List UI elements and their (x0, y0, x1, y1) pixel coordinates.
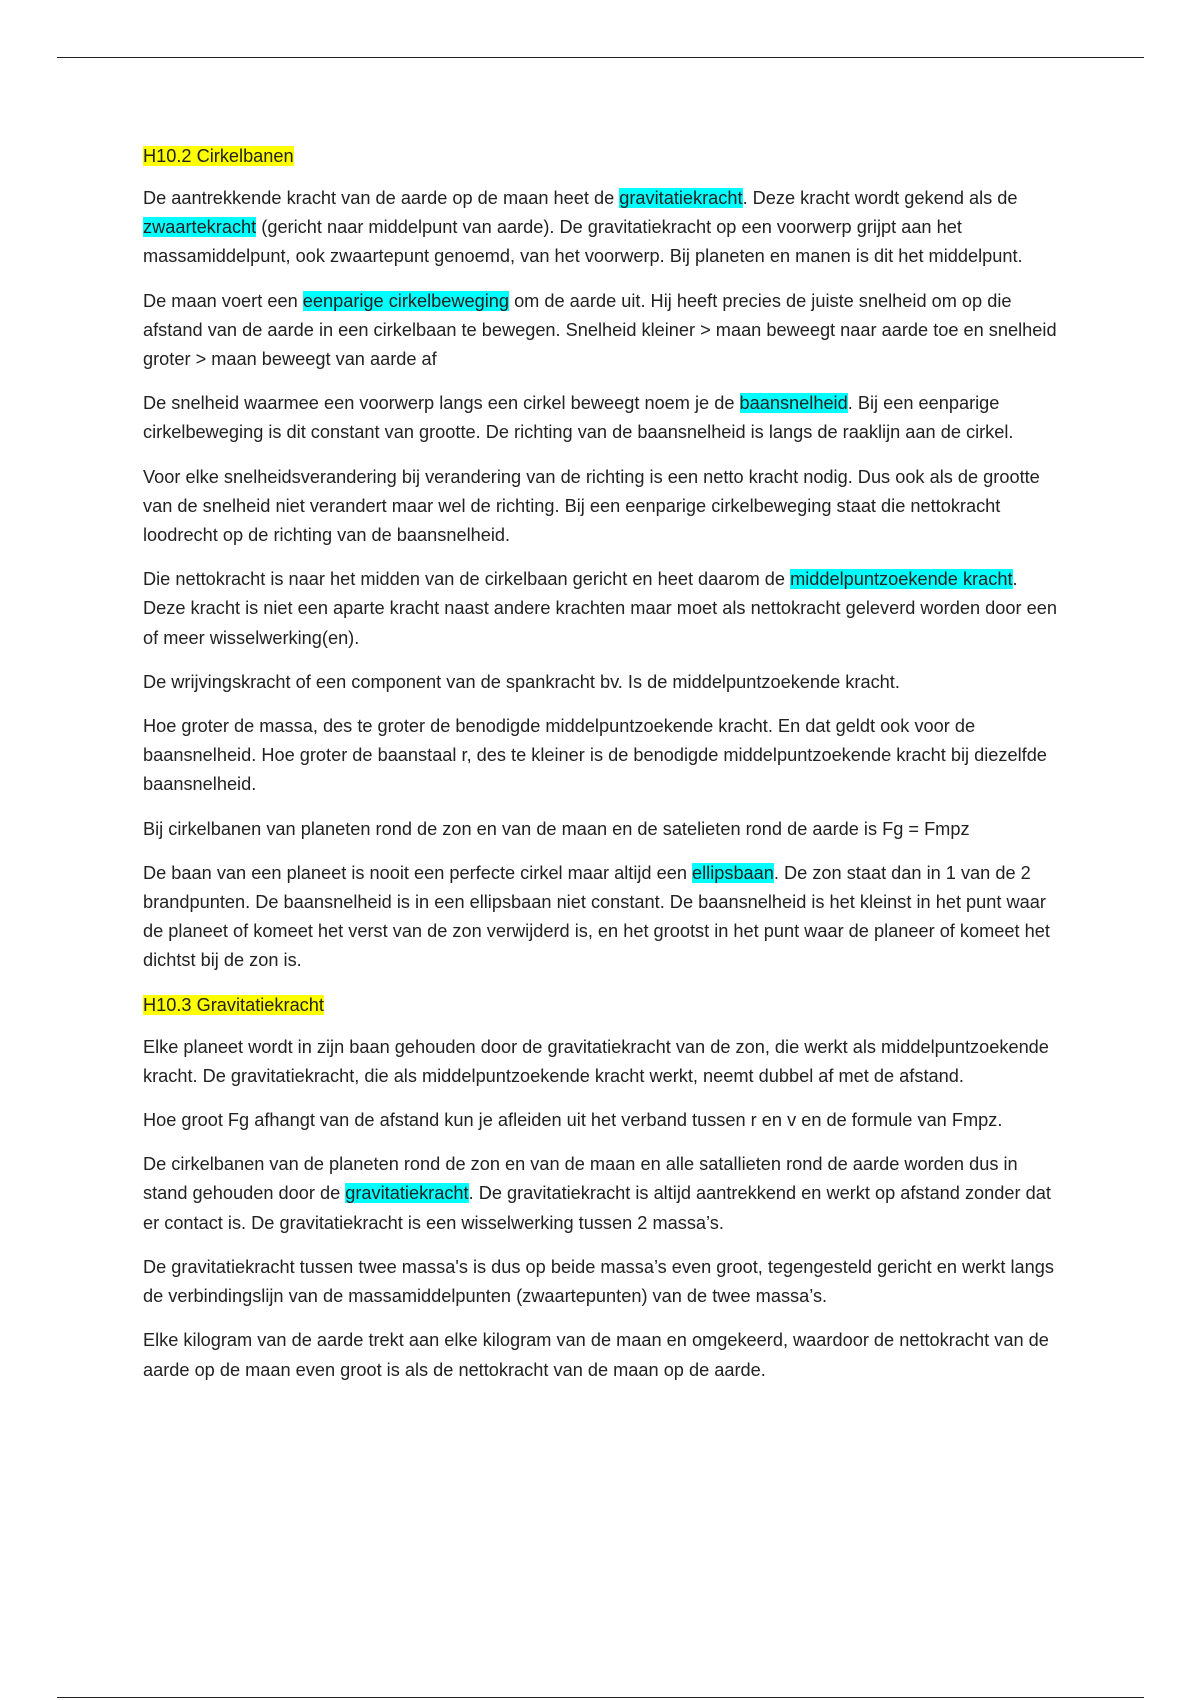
paragraph-text: Voor elke snelheidsverandering bij verandering van de richting is een netto kracht nodig. Dus ook als de grootte van de snelheid niet verandert maar wel de richting. Bij een eenparige cirkelbeweging staat die nettokracht loodrecht op de richting van de baansnelheid. (143, 466, 1040, 546)
paragraph-text: om de aarde uit. Hij heeft precies de juiste snelheid om op die afstand van de aarde in een cirkelbaan te bewegen. Snelheid kleiner > maan beweegt naar aarde toe en snelheid groter > maan beweegt van aarde af (143, 290, 1057, 370)
paragraph-text: De wrijvingskracht of een component van de spankracht bv. Is de middelpuntzoekende kracht. (143, 671, 900, 692)
paragraph (143, 1150, 1063, 1238)
paragraph-text: . De zon staat dan in 1 van de 2 brandpunten. De baansnelheid is in een ellipsbaan niet constant. De baansnelheid is het kleinst in het punt waar de planeet of komeet het verst van de zon verwijderd is, en het grootst in het punt waar de planeer of komeet het dichtst bij de zon is. (143, 862, 1050, 971)
paragraph (143, 815, 1063, 844)
paragraph (143, 1106, 1063, 1135)
highlighted-term: baansnelheid (739, 393, 848, 414)
paragraph (143, 287, 1063, 375)
paragraph-text: . Deze kracht is niet een aparte kracht naast andere krachten maar moet als nettokracht geleverd worden door een of meer wisselwerking(en). (143, 569, 1057, 648)
paragraph-text: (gericht naar middelpunt van aarde). De gravitatiekracht op een voorwerp grijpt aan het massamiddelpunt, ook zwaartepunt genoemd, van het voorwerp. Bij planeten en manen is dit het middelpunt. (143, 217, 1023, 267)
paragraph-text: De gravitatiekracht tussen twee massa's is dus op beide massa’s even groot, tegengesteld gericht en werkt langs de verbindingslijn van de massamiddelpunten (zwaartepunten) van de twee massa’s. (143, 1256, 1054, 1307)
document-body (143, 142, 1063, 1400)
paragraph (143, 1033, 1063, 1091)
paragraph-text: De cirkelbanen van de planeten rond de zon en van de maan en alle satallieten rond de aarde worden dus in stand gehouden door de (143, 1154, 1018, 1204)
top-rule (57, 57, 1144, 58)
paragraph (143, 712, 1063, 800)
paragraph-text: De baan van een planeet is nooit een perfecte cirkel maar altijd een (143, 862, 692, 883)
paragraph (143, 565, 1063, 653)
paragraph-text: . Bij een eenparige cirkelbeweging is dit constant van grootte. De richting van de baansnelheid is langs de raaklijn aan de cirkel. (143, 393, 1014, 443)
paragraph-text: Hoe groter de massa, des te groter de benodigde middelpuntzoekende kracht. En dat geldt ook voor de baansnelheid. Hoe groter de baanstaal r, des te kleiner is de benodigde middelpuntzoekende kracht bij diezelfde baansnelheid. (143, 716, 1047, 795)
paragraph (143, 1253, 1063, 1311)
paragraph-text: . De gravitatiekracht is altijd aantrekkend en werkt op afstand zonder dat er contact is. De gravitatiekracht is een wisselwerking tussen 2 massa’s. (143, 1183, 1051, 1233)
highlighted-term: middelpuntzoekende kracht (790, 569, 1013, 590)
paragraph-text: Hoe groot Fg afhangt van de afstand kun je afleiden uit het verband tussen r en v en de formule van Fmpz. (143, 1110, 1003, 1131)
bottom-rule (57, 1697, 1144, 1698)
paragraph (143, 463, 1063, 551)
highlighted-term: gravitatiekracht (619, 188, 743, 208)
highlighted-term: eenparige cirkelbeweging (302, 290, 510, 311)
paragraph-text: Die nettokracht is naar het midden van de cirkelbaan gericht en heet daarom de (143, 569, 791, 590)
paragraph-text: . Deze kracht wordt gekend als de (742, 188, 1018, 208)
paragraph-text: De aantrekkende kracht van de aarde op de maan heet de (143, 188, 620, 208)
section-heading (143, 142, 1063, 171)
paragraph (143, 1326, 1063, 1384)
paragraph-text: De snelheid waarmee een voorwerp langs een cirkel beweegt noem je de (143, 393, 740, 414)
highlighted-term: gravitatiekracht (345, 1183, 469, 1204)
paragraph (143, 859, 1063, 976)
paragraph-text: Elke kilogram van de aarde trekt aan elke kilogram van de maan en omgekeerd, waardoor de nettokracht van de aarde op de maan even groot is als de nettokracht van de maan op de aarde. (143, 1330, 1049, 1380)
section-heading (143, 991, 1063, 1020)
section-heading-text: H10.3 Gravitatiekracht (143, 994, 324, 1015)
paragraph (143, 389, 1063, 447)
paragraph (143, 184, 1063, 272)
highlighted-term: zwaartekracht (143, 217, 257, 238)
highlighted-term: ellipsbaan (692, 862, 774, 883)
section-heading-text: H10.2 Cirkelbanen (143, 146, 294, 166)
paragraph-text: Bij cirkelbanen van planeten rond de zon en van de maan en de satelieten rond de aarde is Fg = Fmpz (143, 818, 970, 839)
paragraph-text: De maan voert een (143, 290, 303, 311)
paragraph-text: Elke planeet wordt in zijn baan gehouden door de gravitatiekracht van de zon, die werkt als middelpuntzoekende kracht. De gravitatiekracht, die als middelpuntzoekende kracht werkt, neemt dubbel af met de afstand. (143, 1036, 1049, 1086)
paragraph (143, 668, 1063, 697)
